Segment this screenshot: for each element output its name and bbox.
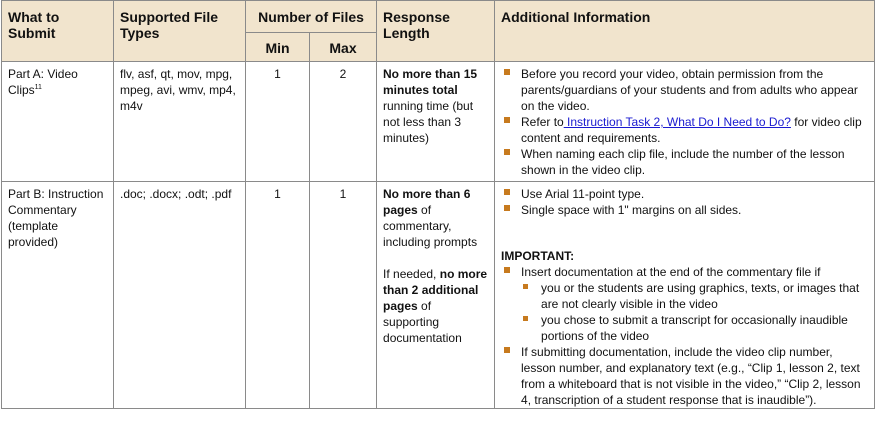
cell-file-types: flv, asf, qt, mov, mpg, mpeg, avi, wmv, mp4, m4v	[114, 62, 246, 182]
header-max: Max	[310, 33, 377, 62]
cell-additional-info	[495, 182, 875, 409]
header-additional-info: Additional Information	[495, 1, 875, 62]
sub-list-item: you chose to submit a transcript for occasionally inaudible portions of the video	[521, 312, 868, 344]
header-what-to-submit: What to Submit	[2, 1, 114, 62]
cell-response-length	[377, 182, 495, 409]
cell-max: 1	[310, 182, 377, 409]
sub-list	[521, 280, 868, 344]
length-bold: No more than 15 minutes total	[383, 67, 478, 97]
cell-response-length	[377, 62, 495, 182]
important-heading: IMPORTANT:	[501, 249, 575, 263]
list-item: Before you record your video, obtain permission from the parents/guardians of your students and from adults who appear on the video.	[501, 66, 868, 114]
header-row	[2, 1, 875, 33]
cell-file-types: .doc; .docx; .odt; .pdf	[114, 182, 246, 409]
cell-what	[2, 62, 114, 182]
list-item: If submitting documentation, include the video clip number, lesson number, and explanatory text (e.g., “Clip 1, lesson 2, text from a whiteboard that is not visible in the video,” “Clip 2, lesson 4, transcription of a student response that is inaudible”).	[501, 344, 868, 408]
info-list	[501, 264, 868, 408]
sub-list-item: you or the students are using graphics, texts, or images that are not clearly visible in the video	[521, 280, 868, 312]
header-min: Min	[246, 33, 310, 62]
list-item: Refer to Instruction Task 2, What Do I Need to Do? for video clip content and requirements.	[501, 114, 868, 146]
cell-what: Part B: Instruction Commentary (template provided)	[2, 182, 114, 409]
length-rest: running time (but not less than 3 minutes)	[383, 99, 474, 145]
cell-min: 1	[246, 62, 310, 182]
list-item: Use Arial 11-point type.	[501, 186, 868, 202]
list-item: Insert documentation at the end of the commentary file if you or the students are using graphics, texts, or images that are not clearly visible in the video you chose to submit a transcript for occasionally inaudible portions of the video	[501, 264, 868, 344]
list-item: When naming each clip file, include the number of the lesson shown in the video clip.	[501, 146, 868, 178]
instruction-task-link[interactable]: Instruction Task 2, What Do I Need to Do?	[563, 115, 791, 129]
footnote-ref: 11	[34, 84, 42, 91]
cell-additional-info	[495, 62, 875, 182]
header-file-types: Supported File Types	[114, 1, 246, 62]
length-part-1: No more than 6 pages of commentary, including prompts	[383, 187, 478, 249]
info-list	[501, 186, 868, 218]
length-part-2: If needed, no more than 2 additional pages of supporting documentation	[383, 267, 488, 345]
info-list	[501, 66, 868, 178]
table-row-commentary	[2, 182, 875, 409]
header-response-length: Response Length	[377, 1, 495, 62]
cell-min: 1	[246, 182, 310, 409]
header-number-of-files: Number of Files	[246, 1, 377, 33]
list-item: Single space with 1" margins on all sides.	[501, 202, 868, 218]
cell-max: 2	[310, 62, 377, 182]
what-text: Part A: Video Clips	[8, 67, 78, 97]
submission-table	[1, 0, 875, 409]
table-row-video-clips	[2, 62, 875, 182]
